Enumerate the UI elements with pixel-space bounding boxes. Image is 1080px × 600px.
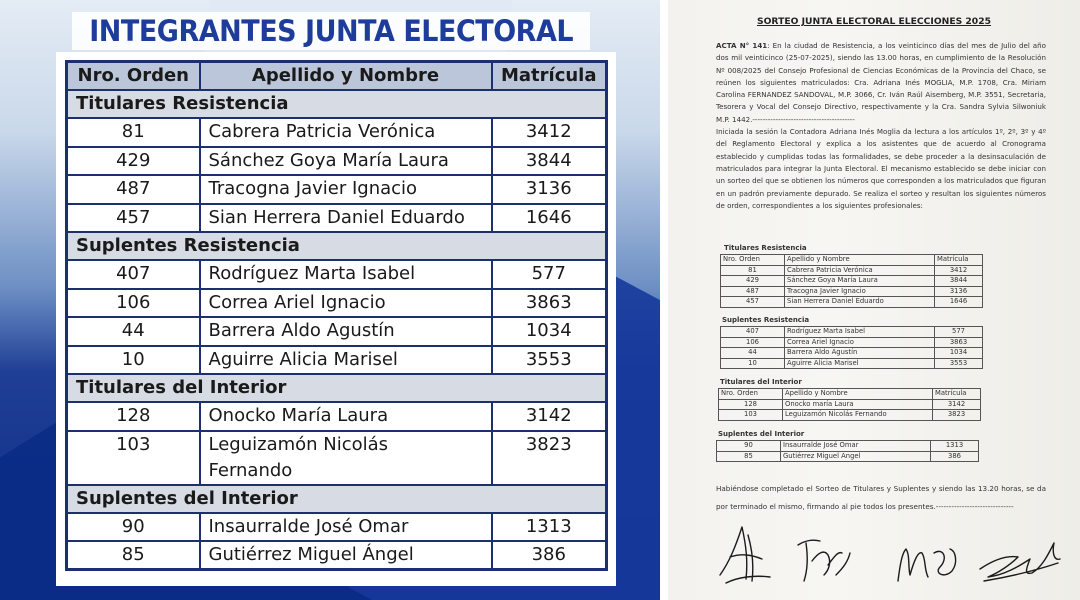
signature-3 bbox=[898, 549, 956, 581]
cell-orden: 103 bbox=[67, 431, 200, 485]
header-nombre: Apellido y Nombre bbox=[200, 62, 492, 91]
cell-matricula: 3553 bbox=[492, 346, 607, 375]
header-matricula: Matrícula bbox=[492, 62, 607, 91]
table-row bbox=[67, 541, 607, 570]
mini-cell-matricula: 3142 bbox=[933, 399, 981, 410]
cell-matricula: 3863 bbox=[492, 289, 607, 318]
cell-matricula: 577 bbox=[492, 260, 607, 289]
mini-cell-matricula: 3823 bbox=[933, 410, 981, 421]
section-row bbox=[67, 485, 607, 513]
closing-paragraph: Habiéndose completado el Sorteo de Titulares y Suplentes y siendo las 13.20 horas, se da por terminado el mismo, firmando al pie todos los presentes.------------------------------ bbox=[716, 484, 1046, 511]
cell-nombre: Correa Ariel Ignacio bbox=[200, 289, 492, 318]
mini-cell-matricula: 386 bbox=[931, 451, 979, 462]
mini-cell-nombre: Rodríguez Marta Isabel bbox=[785, 327, 935, 338]
header-orden: Nro. Orden bbox=[67, 62, 200, 91]
signature-2 bbox=[798, 540, 850, 581]
mini-table bbox=[718, 388, 981, 421]
mini-cell-matricula: 1034 bbox=[935, 348, 983, 359]
mini-cell-nombre: Barrera Aldo Agustín bbox=[785, 348, 935, 359]
cell-nombre: Sánchez Goya María Laura bbox=[200, 147, 492, 176]
section-title: Suplentes del Interior bbox=[67, 485, 607, 513]
mini-row bbox=[721, 265, 983, 276]
mini-cell-nombre: Correa Ariel Ignacio bbox=[785, 337, 935, 348]
mini-row bbox=[721, 286, 983, 297]
mini-section-title: Suplentes Resistencia bbox=[722, 316, 810, 324]
mini-cell-orden: 128 bbox=[719, 399, 783, 410]
mini-cell-nombre: Onocko maría Laura bbox=[783, 399, 933, 410]
signature-4 bbox=[980, 543, 1060, 581]
section-title: Titulares Resistencia bbox=[67, 90, 607, 118]
panel-divider bbox=[660, 0, 668, 600]
cell-nombre-line: Leguizamón Nicolás bbox=[208, 433, 389, 455]
table-row bbox=[67, 147, 607, 176]
mini-cell-orden: 81 bbox=[721, 265, 785, 276]
mini-cell-matricula: 3412 bbox=[935, 265, 983, 276]
members-table bbox=[65, 60, 608, 571]
cell-orden: 10 bbox=[67, 346, 200, 375]
mini-table bbox=[720, 254, 983, 308]
mini-cell-matricula: 3844 bbox=[935, 276, 983, 287]
table-row bbox=[67, 513, 607, 542]
cell-matricula: 3136 bbox=[492, 175, 607, 204]
cell-matricula: 386 bbox=[492, 541, 607, 570]
mini-cell-nombre: Insaurralde José Omar bbox=[781, 441, 931, 452]
table-header-row bbox=[67, 62, 607, 91]
mini-header-nombre: Apellido y Nombre bbox=[783, 389, 933, 400]
cell-nombre: Tracogna Javier Ignacio bbox=[200, 175, 492, 204]
mini-section-title: Titulares Resistencia bbox=[724, 244, 807, 252]
mini-row bbox=[719, 410, 981, 421]
cell-nombre: Cabrera Patricia Verónica bbox=[200, 118, 492, 147]
mini-cell-nombre: Aguirre Alicia Marisel bbox=[785, 358, 935, 369]
cell-nombre: Aguirre Alicia Marisel bbox=[200, 346, 492, 375]
mini-header-matricula: Matrícula bbox=[933, 389, 981, 400]
mini-cell-matricula: 3553 bbox=[935, 358, 983, 369]
section-title: Titulares del Interior bbox=[67, 374, 607, 402]
cell-orden: 429 bbox=[67, 147, 200, 176]
section-row bbox=[67, 90, 607, 118]
infographic-title: INTEGRANTES JUNTA ELECTORAL bbox=[89, 14, 573, 48]
mini-table bbox=[720, 326, 983, 369]
table-row bbox=[67, 431, 607, 485]
mini-cell-matricula: 577 bbox=[935, 327, 983, 338]
mini-cell-orden: 90 bbox=[717, 441, 781, 452]
mini-header-orden: Nro. Orden bbox=[721, 255, 785, 266]
cell-matricula: 3823 bbox=[492, 431, 607, 485]
mini-row bbox=[721, 358, 983, 369]
mini-cell-orden: 44 bbox=[721, 348, 785, 359]
cell-matricula: 3142 bbox=[492, 402, 607, 431]
cell-matricula: 1646 bbox=[492, 204, 607, 233]
mini-row bbox=[719, 399, 981, 410]
cell-nombre: Rodríguez Marta Isabel bbox=[200, 260, 492, 289]
cell-nombre: Gutiérrez Miguel Ángel bbox=[200, 541, 492, 570]
cell-nombre: Onocko María Laura bbox=[200, 402, 492, 431]
mini-cell-orden: 429 bbox=[721, 276, 785, 287]
table-row bbox=[67, 346, 607, 375]
mini-cell-orden: 85 bbox=[717, 451, 781, 462]
cell-orden: 487 bbox=[67, 175, 200, 204]
mini-row bbox=[721, 348, 983, 359]
document-body bbox=[716, 40, 1046, 212]
cell-nombre: Sian Herrera Daniel Eduardo bbox=[200, 204, 492, 233]
signatures bbox=[708, 505, 1068, 595]
mini-cell-orden: 407 bbox=[721, 327, 785, 338]
document-paragraph: Iniciada la sesión la Contadora Adriana Inés Moglia da lectura a los artículos 1º, 2º, 3º y 4º del Reglamento Electoral y explica a los asistentes que de acuerdo al Cronograma establecido y cumplidas todas las formalidades, se debe proceder a la desinsaculación de matriculados para integrar la Junta Electoral. El mecanismo establecido se debe iniciar con un sorteo del que se obtienen los números que corresponden a los matriculados que figuran en un padrón previamente depurado. Se realiza el sorteo y resultan los siguientes números de orden, correspondientes a los siguientes profesionales: bbox=[716, 127, 1046, 210]
table-card bbox=[56, 52, 616, 586]
section-row bbox=[67, 232, 607, 260]
table-row bbox=[67, 289, 607, 318]
table-row bbox=[67, 204, 607, 233]
cell-nombre-line: Fernando bbox=[208, 459, 293, 481]
cell-matricula: 3412 bbox=[492, 118, 607, 147]
mini-row bbox=[717, 451, 979, 462]
mini-section-title: Suplentes del Interior bbox=[718, 430, 805, 438]
mini-header-orden: Nro. Orden bbox=[719, 389, 783, 400]
cell-orden: 106 bbox=[67, 289, 200, 318]
mini-header-row bbox=[721, 255, 983, 266]
mini-cell-nombre: Tracogna Javier Ignacio bbox=[785, 286, 935, 297]
mini-header-matricula: Matrícula bbox=[935, 255, 983, 266]
cell-orden: 85 bbox=[67, 541, 200, 570]
mini-header-nombre: Apellido y Nombre bbox=[785, 255, 935, 266]
title-banner bbox=[72, 12, 590, 50]
mini-cell-nombre: Sánchez Goya María Laura bbox=[785, 276, 935, 287]
table-row bbox=[67, 118, 607, 147]
mini-cell-orden: 106 bbox=[721, 337, 785, 348]
table-row bbox=[67, 260, 607, 289]
mini-cell-matricula: 3863 bbox=[935, 337, 983, 348]
mini-row bbox=[721, 297, 983, 308]
table-row bbox=[67, 317, 607, 346]
mini-cell-matricula: 1646 bbox=[935, 297, 983, 308]
signature-1 bbox=[720, 527, 770, 583]
acta-number: ACTA N° 141 bbox=[716, 41, 768, 50]
table-row bbox=[67, 402, 607, 431]
mini-header-row bbox=[719, 389, 981, 400]
mini-cell-nombre: Gutiérrez Miguel Angel bbox=[781, 451, 931, 462]
mini-cell-orden: 457 bbox=[721, 297, 785, 308]
mini-cell-matricula: 1313 bbox=[931, 441, 979, 452]
mini-row bbox=[721, 337, 983, 348]
mini-row bbox=[717, 441, 979, 452]
mini-cell-nombre: Cabrera Patricia Verónica bbox=[785, 265, 935, 276]
mini-cell-orden: 103 bbox=[719, 410, 783, 421]
mini-section-title: Titulares del Interior bbox=[720, 378, 802, 386]
cell-orden: 128 bbox=[67, 402, 200, 431]
document-title: SORTEO JUNTA ELECTORAL ELECCIONES 2025 bbox=[756, 16, 991, 27]
cell-matricula: 1034 bbox=[492, 317, 607, 346]
cell-orden: 407 bbox=[67, 260, 200, 289]
mini-cell-matricula: 3136 bbox=[935, 286, 983, 297]
cell-orden: 81 bbox=[67, 118, 200, 147]
table-row bbox=[67, 175, 607, 204]
cell-nombre: Insaurralde José Omar bbox=[200, 513, 492, 542]
scanned-document bbox=[668, 0, 1080, 600]
cell-nombre: Barrera Aldo Agustín bbox=[200, 317, 492, 346]
cell-orden: 90 bbox=[67, 513, 200, 542]
paragraph-text: : En la ciudad de Resistencia, a los veinticinco días del mes de Julio del año dos mil veinticinco (25-07-2025), siendo las 13.00 horas, en cumplimiento de la Resolución Nº 008/2025 del Consejo Profesional de Ciencias Económicas de la Provincia del Chaco, se reúnen los siguientes matriculados: Cra. Adriana Inés MOGLIA, M.P. 1708, Cra. Miriam Carolina FERNANDEZ SANDOVAL, M.P. 3066, Cr. Iván Raúl Aisemberg, M.P. 3551, Secretaria, Tesorera y Vocal del Consejo Directivo, respectivamente y la Cra. Sandra Sylvia Silwoniuk M.P. 1442.---------------------------------------- bbox=[716, 41, 1046, 124]
mini-cell-orden: 487 bbox=[721, 286, 785, 297]
mini-cell-nombre: Leguizamón Nicolás Fernando bbox=[783, 410, 933, 421]
mini-row bbox=[721, 327, 983, 338]
mini-row bbox=[721, 276, 983, 287]
section-title: Suplentes Resistencia bbox=[67, 232, 607, 260]
section-row bbox=[67, 374, 607, 402]
document-paragraph bbox=[716, 40, 1046, 126]
cell-nombre bbox=[200, 431, 492, 485]
mini-cell-nombre: Sian Herrera Daniel Eduardo bbox=[785, 297, 935, 308]
cell-orden: 457 bbox=[67, 204, 200, 233]
mini-cell-orden: 10 bbox=[721, 358, 785, 369]
cell-orden: 44 bbox=[67, 317, 200, 346]
cell-matricula: 1313 bbox=[492, 513, 607, 542]
mini-table bbox=[716, 440, 979, 462]
cell-matricula: 3844 bbox=[492, 147, 607, 176]
